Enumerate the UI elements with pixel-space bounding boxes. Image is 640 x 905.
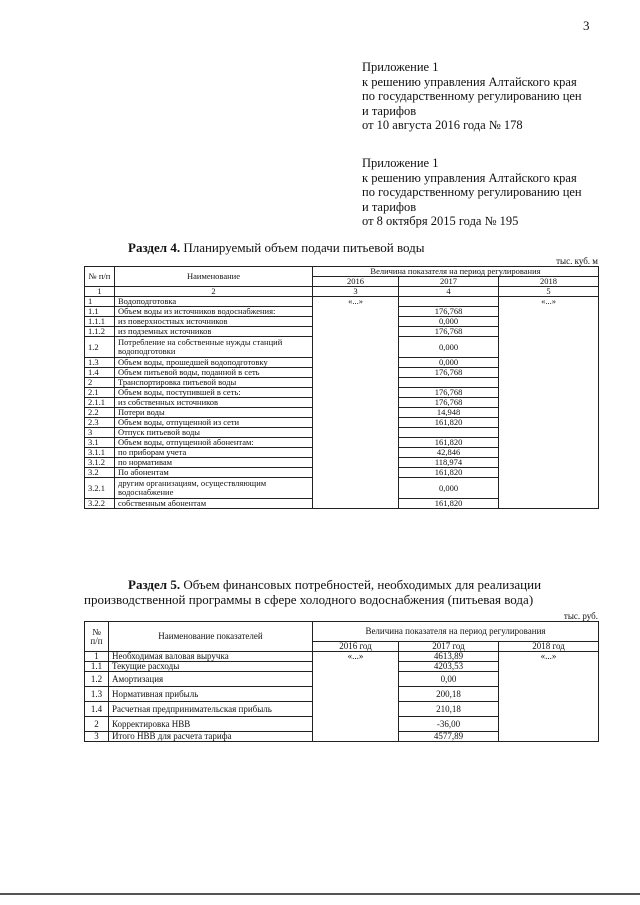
row-num: 2 <box>85 378 115 388</box>
row-num: 1.2 <box>85 337 115 358</box>
row-num: 2.1 <box>85 388 115 398</box>
section-5-title <box>84 577 598 607</box>
row-value-2017 <box>399 378 499 388</box>
row-num: 1.1.2 <box>85 327 115 337</box>
row-value-2017: 118,974 <box>399 458 499 468</box>
row-name: Объем воды из источников водоснабжения: <box>115 307 313 317</box>
index-cell: 5 <box>499 287 599 297</box>
row-value-2017: -36,00 <box>399 717 499 732</box>
row-name: Необходимая валовая выручка <box>109 652 313 662</box>
ellipsis-2016: «...» <box>313 652 399 742</box>
row-name: Водоподготовка <box>115 297 313 307</box>
row-value-2017: 0,000 <box>399 337 499 358</box>
appendix-line: и тарифов <box>362 103 417 118</box>
header-name: Наименование <box>115 267 313 287</box>
header-year-2018: 2018 год <box>499 642 599 652</box>
row-name: Нормативная прибыль <box>109 687 313 702</box>
row-value-2017: 161,820 <box>399 438 499 448</box>
header-year-2017: 2017 год <box>399 642 499 652</box>
row-value-2017: 0,000 <box>399 478 499 499</box>
row-name: другим организациям, осуществляющим водоснабжение <box>115 478 313 499</box>
row-num: 2.2 <box>85 408 115 418</box>
row-num: 1.2 <box>85 672 109 687</box>
row-num: 1.4 <box>85 702 109 717</box>
table-row <box>85 652 599 662</box>
page-number: 3 <box>583 18 590 33</box>
row-num: 1.1 <box>85 307 115 317</box>
row-name: по приборам учета <box>115 448 313 458</box>
row-name: Объем воды, отпущенной абонентам: <box>115 438 313 448</box>
row-name: Потери воды <box>115 408 313 418</box>
table-row <box>85 297 599 307</box>
row-num: 3.2.2 <box>85 499 115 509</box>
appendix-line: по государственному регулированию цен <box>362 89 582 103</box>
row-value-2017: 14,948 <box>399 408 499 418</box>
row-name: Амортизация <box>109 672 313 687</box>
row-name: Корректировка НВВ <box>109 717 313 732</box>
row-num: 1 <box>85 652 109 662</box>
ellipsis-2018: «...» <box>499 652 599 742</box>
row-value-2017: 210,18 <box>399 702 499 717</box>
row-num: 1.3 <box>85 687 109 702</box>
index-cell: 3 <box>313 287 399 297</box>
header-period: Величина показателя на период регулирования <box>313 267 599 277</box>
row-num: 2 <box>85 717 109 732</box>
index-cell: 4 <box>399 287 499 297</box>
header-name: Наименование показателей <box>109 622 313 652</box>
section-4-table <box>84 266 599 509</box>
appendix-line: от 10 августа 2016 года № 178 <box>362 118 523 132</box>
ellipsis-2018: «...» <box>499 297 599 509</box>
appendix-line: к решению управления Алтайского края <box>362 170 577 185</box>
row-name: Отпуск питьевой воды <box>115 428 313 438</box>
appendix-block-previous <box>362 156 582 229</box>
row-name: Итого НВВ для расчета тарифа <box>109 732 313 742</box>
appendix-line: к решению управления Алтайского края <box>362 74 577 89</box>
row-num: 2.1.1 <box>85 398 115 408</box>
row-value-2017: 200,18 <box>399 687 499 702</box>
row-num: 3.1.1 <box>85 448 115 458</box>
appendix-line: Приложение 1 <box>362 156 439 170</box>
row-name: Транспортировка питьевой воды <box>115 378 313 388</box>
row-name: из поверхностных источников <box>115 317 313 327</box>
ellipsis-2016: «...» <box>313 297 399 509</box>
header-period: Величина показателя на период регулирования <box>313 622 599 642</box>
row-value-2017 <box>399 428 499 438</box>
appendix-line: и тарифов <box>362 199 417 214</box>
row-name: Потребление на собственные нужды станций водоподготовки <box>115 337 313 358</box>
header-year-2018: 2018 <box>499 277 599 287</box>
row-name: Объем воды, поступившей в сеть: <box>115 388 313 398</box>
row-value-2017: 4203,53 <box>399 662 499 672</box>
appendix-line: Приложение 1 <box>362 60 439 74</box>
row-name: По абонентам <box>115 468 313 478</box>
row-name: Объем питьевой воды, поданной в сеть <box>115 368 313 378</box>
row-value-2017: 176,768 <box>399 398 499 408</box>
header-year-2016: 2016 <box>313 277 399 287</box>
appendix-block-current <box>362 60 582 133</box>
section-5-units: тыс. руб. <box>563 611 598 621</box>
row-value-2017: 4577,89 <box>399 732 499 742</box>
row-value-2017: 176,768 <box>399 388 499 398</box>
row-num: 3 <box>85 732 109 742</box>
row-name: из подземных источников <box>115 327 313 337</box>
row-num: 1.4 <box>85 368 115 378</box>
header-year-2016: 2016 год <box>313 642 399 652</box>
row-num: 3.2.1 <box>85 478 115 499</box>
row-name: Текущие расходы <box>109 662 313 672</box>
row-num: 3 <box>85 428 115 438</box>
index-cell: 2 <box>115 287 313 297</box>
row-name: Объем воды, прошедшей водоподготовку <box>115 358 313 368</box>
header-num: № п/п <box>85 267 115 287</box>
row-value-2017: 176,768 <box>399 327 499 337</box>
scan-edge-line <box>0 893 640 895</box>
section-5-title-rest: Объем финансовых потребностей, необходимых для реализации производственной программы в сфере холодного водоснабжения (питьевая вода) <box>84 577 542 607</box>
row-num: 2.3 <box>85 418 115 428</box>
row-num: 1.3 <box>85 358 115 368</box>
row-num: 3.2 <box>85 468 115 478</box>
section-4-units: тыс. куб. м <box>556 256 598 266</box>
row-num: 3.1 <box>85 438 115 448</box>
header-year-2017: 2017 <box>399 277 499 287</box>
row-value-2017: 0,000 <box>399 358 499 368</box>
row-value-2017: 176,768 <box>399 307 499 317</box>
section-5-table <box>84 621 599 742</box>
row-name: из собственных источников <box>115 398 313 408</box>
row-num: 1 <box>85 297 115 307</box>
section-4-title-lead: Раздел 4. <box>128 240 181 255</box>
row-name: Объем воды, отпущенной из сети <box>115 418 313 428</box>
row-num: 3.1.2 <box>85 458 115 468</box>
row-name: собственным абонентам <box>115 499 313 509</box>
row-value-2017: 161,820 <box>399 468 499 478</box>
row-value-2017: 161,820 <box>399 418 499 428</box>
row-name: по нормативам <box>115 458 313 468</box>
section-4-title-rest: Планируемый объем подачи питьевой воды <box>180 240 425 255</box>
appendix-line: от 8 октября 2015 года № 195 <box>362 214 519 228</box>
section-4-title <box>128 240 598 255</box>
row-name: Расчетная предпринимательская прибыль <box>109 702 313 717</box>
row-num: 1.1 <box>85 662 109 672</box>
row-value-2017: 4613,89 <box>399 652 499 662</box>
row-value-2017: 0,00 <box>399 672 499 687</box>
row-num: 1.1.1 <box>85 317 115 327</box>
row-value-2017 <box>399 297 499 307</box>
row-value-2017: 161,820 <box>399 499 499 509</box>
appendix-line: по государственному регулированию цен <box>362 185 582 199</box>
row-value-2017: 42,846 <box>399 448 499 458</box>
section-5-title-lead: Раздел 5. <box>128 577 181 592</box>
row-value-2017: 0,000 <box>399 317 499 327</box>
index-cell: 1 <box>85 287 115 297</box>
row-value-2017: 176,768 <box>399 368 499 378</box>
header-num: № п/п <box>85 622 109 652</box>
